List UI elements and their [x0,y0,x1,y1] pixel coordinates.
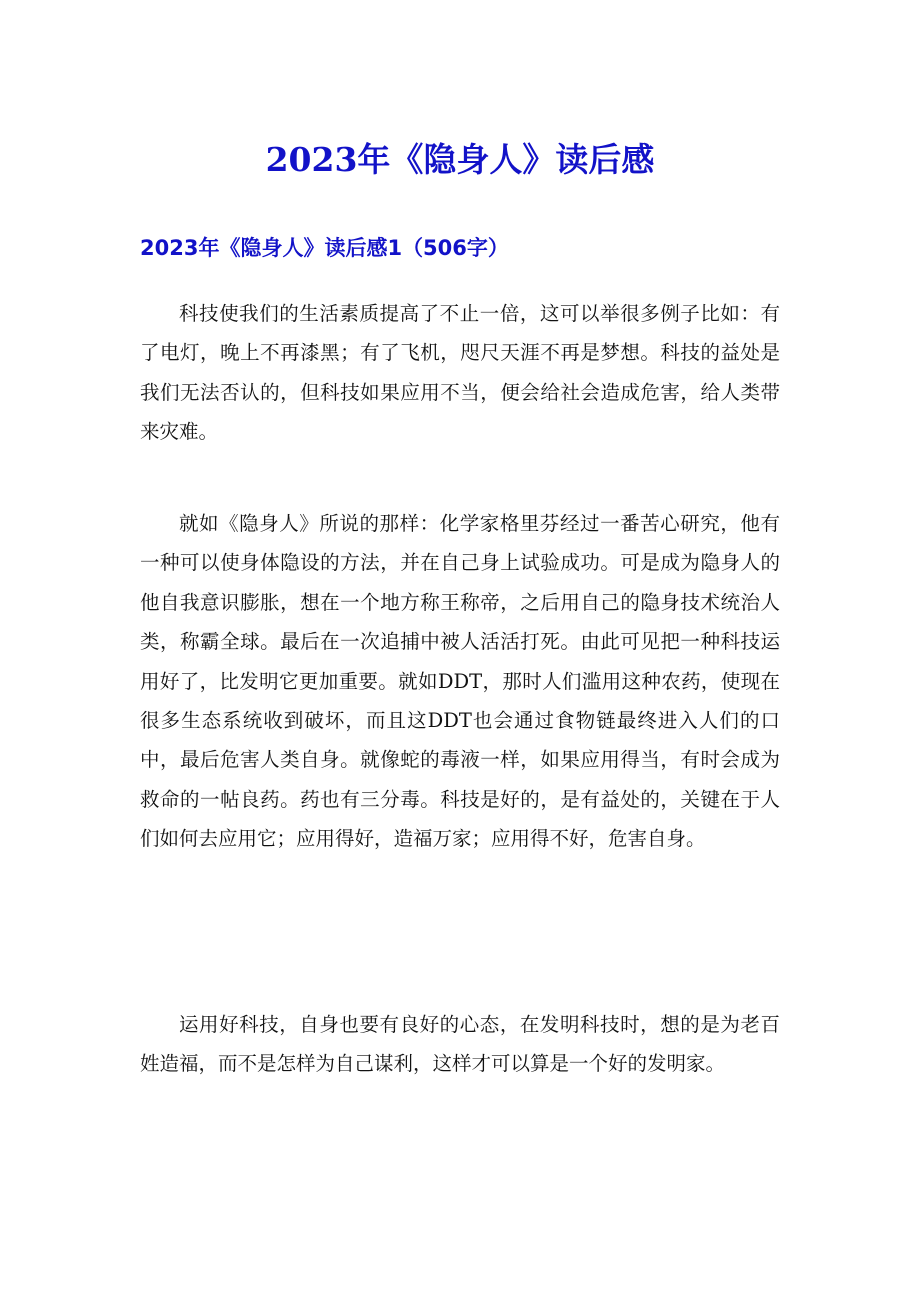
body-paragraph-1: 科技使我们的生活素质提高了不止一倍，这可以举很多例子比如：有了电灯，晚上不再漆黑；有了飞机，咫尺天涯不再是梦想。科技的益处是我们无法否认的，但科技如果应用不当，便会给社会造成危害，给人类带来灾难。 [140,302,780,444]
section-heading: 2023年《隐身人》读后感1（506字） [140,236,509,260]
body-paragraph-2: 就如《隐身人》所说的那样：化学家格里芬经过一番苦心研究，他有一种可以使身体隐设的方法，并在自己身上试验成功。可是成为隐身人的他自我意识膨胀，想在一个地方称王称帝，之后用自己的隐身技术统治人类，称霸全球。最后在一次追捕中被人活活打死。由此可见把一种科技运用好了，比发明它更加重要。就如DDT，那时人们滥用这种农药，使现在很多生态系统收到破坏，而且这DDT也会通过食物链最终进入人们的口中，最后危害人类自身。就像蛇的毒液一样，如果应用得当，有时会成为救命的一帖良药。药也有三分毒。科技是好的，是有益处的，关键在于人们如何去应用它；应用得好，造福万家；应用得不好，危害自身。 [140,512,780,851]
body-paragraph-3: 运用好科技，自身也要有良好的心态，在发明科技时，想的是为老百姓造福，而不是怎样为自己谋利，这样才可以算是一个好的发明家。 [140,1013,780,1076]
page-title: 2023年《隐身人》读后感 [265,140,655,179]
